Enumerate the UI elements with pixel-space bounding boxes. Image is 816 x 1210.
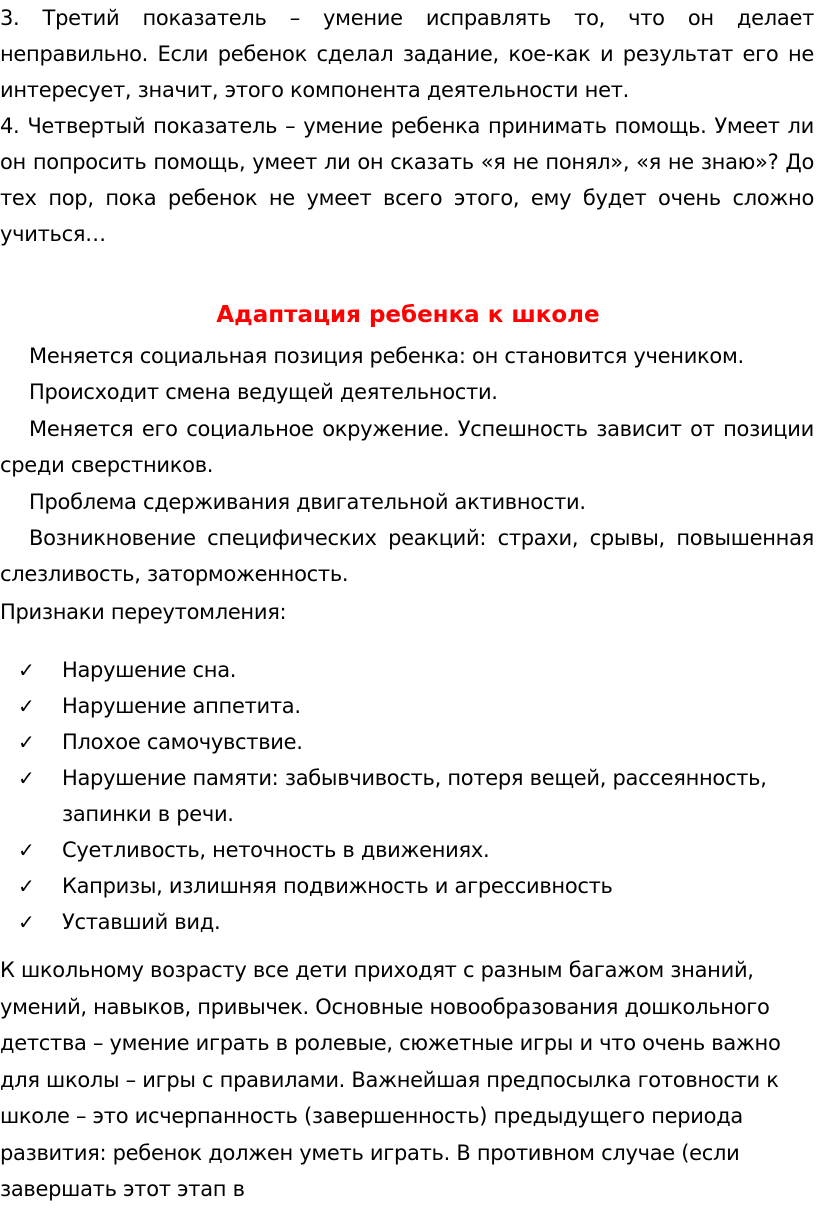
paragraph-leading-activity: Происходит смена ведущей деятельности. bbox=[29, 380, 498, 404]
list-item: ✓ Плохое самочувствие. bbox=[0, 724, 816, 760]
checkmark-icon: ✓ bbox=[18, 694, 35, 718]
list-item: ✓ Капризы, излишняя подвижность и агрессивность bbox=[0, 868, 816, 904]
paragraph-indicator-4: 4. Четвертый показатель – умение ребенка принимать помощь. Умеет ли он попросить помощь, умеет ли он сказать «я не понял», «я не знаю»? До тех пор, пока ребенок не умеет всего этого, ему будет очень сложно учиться… bbox=[0, 114, 814, 246]
list-item: ✓ Нарушение сна. bbox=[0, 652, 816, 688]
checkmark-icon: ✓ bbox=[18, 658, 35, 682]
paragraph-motor-activity: Проблема сдерживания двигательной активности. bbox=[29, 490, 586, 514]
list-item: ✓ Суетливость, неточность в движениях. bbox=[0, 832, 816, 868]
list-item: ✓ Нарушение аппетита. bbox=[0, 688, 816, 724]
list-item: ✓ Уставший вид. bbox=[0, 904, 816, 940]
paragraph-indicator-3: 3. Третий показатель – умение исправлять то, что он делает неправильно. Если ребенок сделал задание, кое-как и результат его не интересует, значит, этого компонента деятельности нет. bbox=[0, 6, 814, 102]
paragraph-specific-reactions: Возникновение специфических реакций: страхи, срывы, повышенная слезливость, заторможенность. bbox=[0, 526, 814, 586]
list-item: ✓ Нарушение памяти: забывчивость, потеря вещей, рассеянность, запинки в речи. bbox=[0, 760, 816, 832]
paragraph-closing: К школьному возрасту все дети приходят с разным багажом знаний, умений, навыков, привычек. Основные новообразования дошкольного детства – умение играть в ролевые, сюжетные игры и что очень важно для школы – игры с правилами. Важнейшая предпосылка готовности к школе – это исчерпанность (завершенность) предыдущего периода развития: ребенок должен уметь играть. В противном случае (если завершать этот этап в bbox=[0, 958, 781, 1201]
checkmark-icon: ✓ bbox=[18, 874, 35, 898]
signs-label: Признаки переутомления: bbox=[0, 600, 287, 624]
checkmark-icon: ✓ bbox=[18, 838, 35, 862]
checkmark-icon: ✓ bbox=[18, 730, 35, 754]
checkmark-icon: ✓ bbox=[18, 910, 35, 934]
paragraph-social-position: Меняется социальная позиция ребенка: он становится учеником. bbox=[29, 344, 744, 368]
fatigue-signs-list bbox=[0, 652, 816, 940]
checkmark-icon: ✓ bbox=[18, 766, 35, 790]
paragraph-social-environment: Меняется его социальное окружение. Успешность зависит от позиции среди сверстников. bbox=[0, 417, 814, 477]
section-title: Адаптация ребенка к школе bbox=[216, 302, 600, 328]
